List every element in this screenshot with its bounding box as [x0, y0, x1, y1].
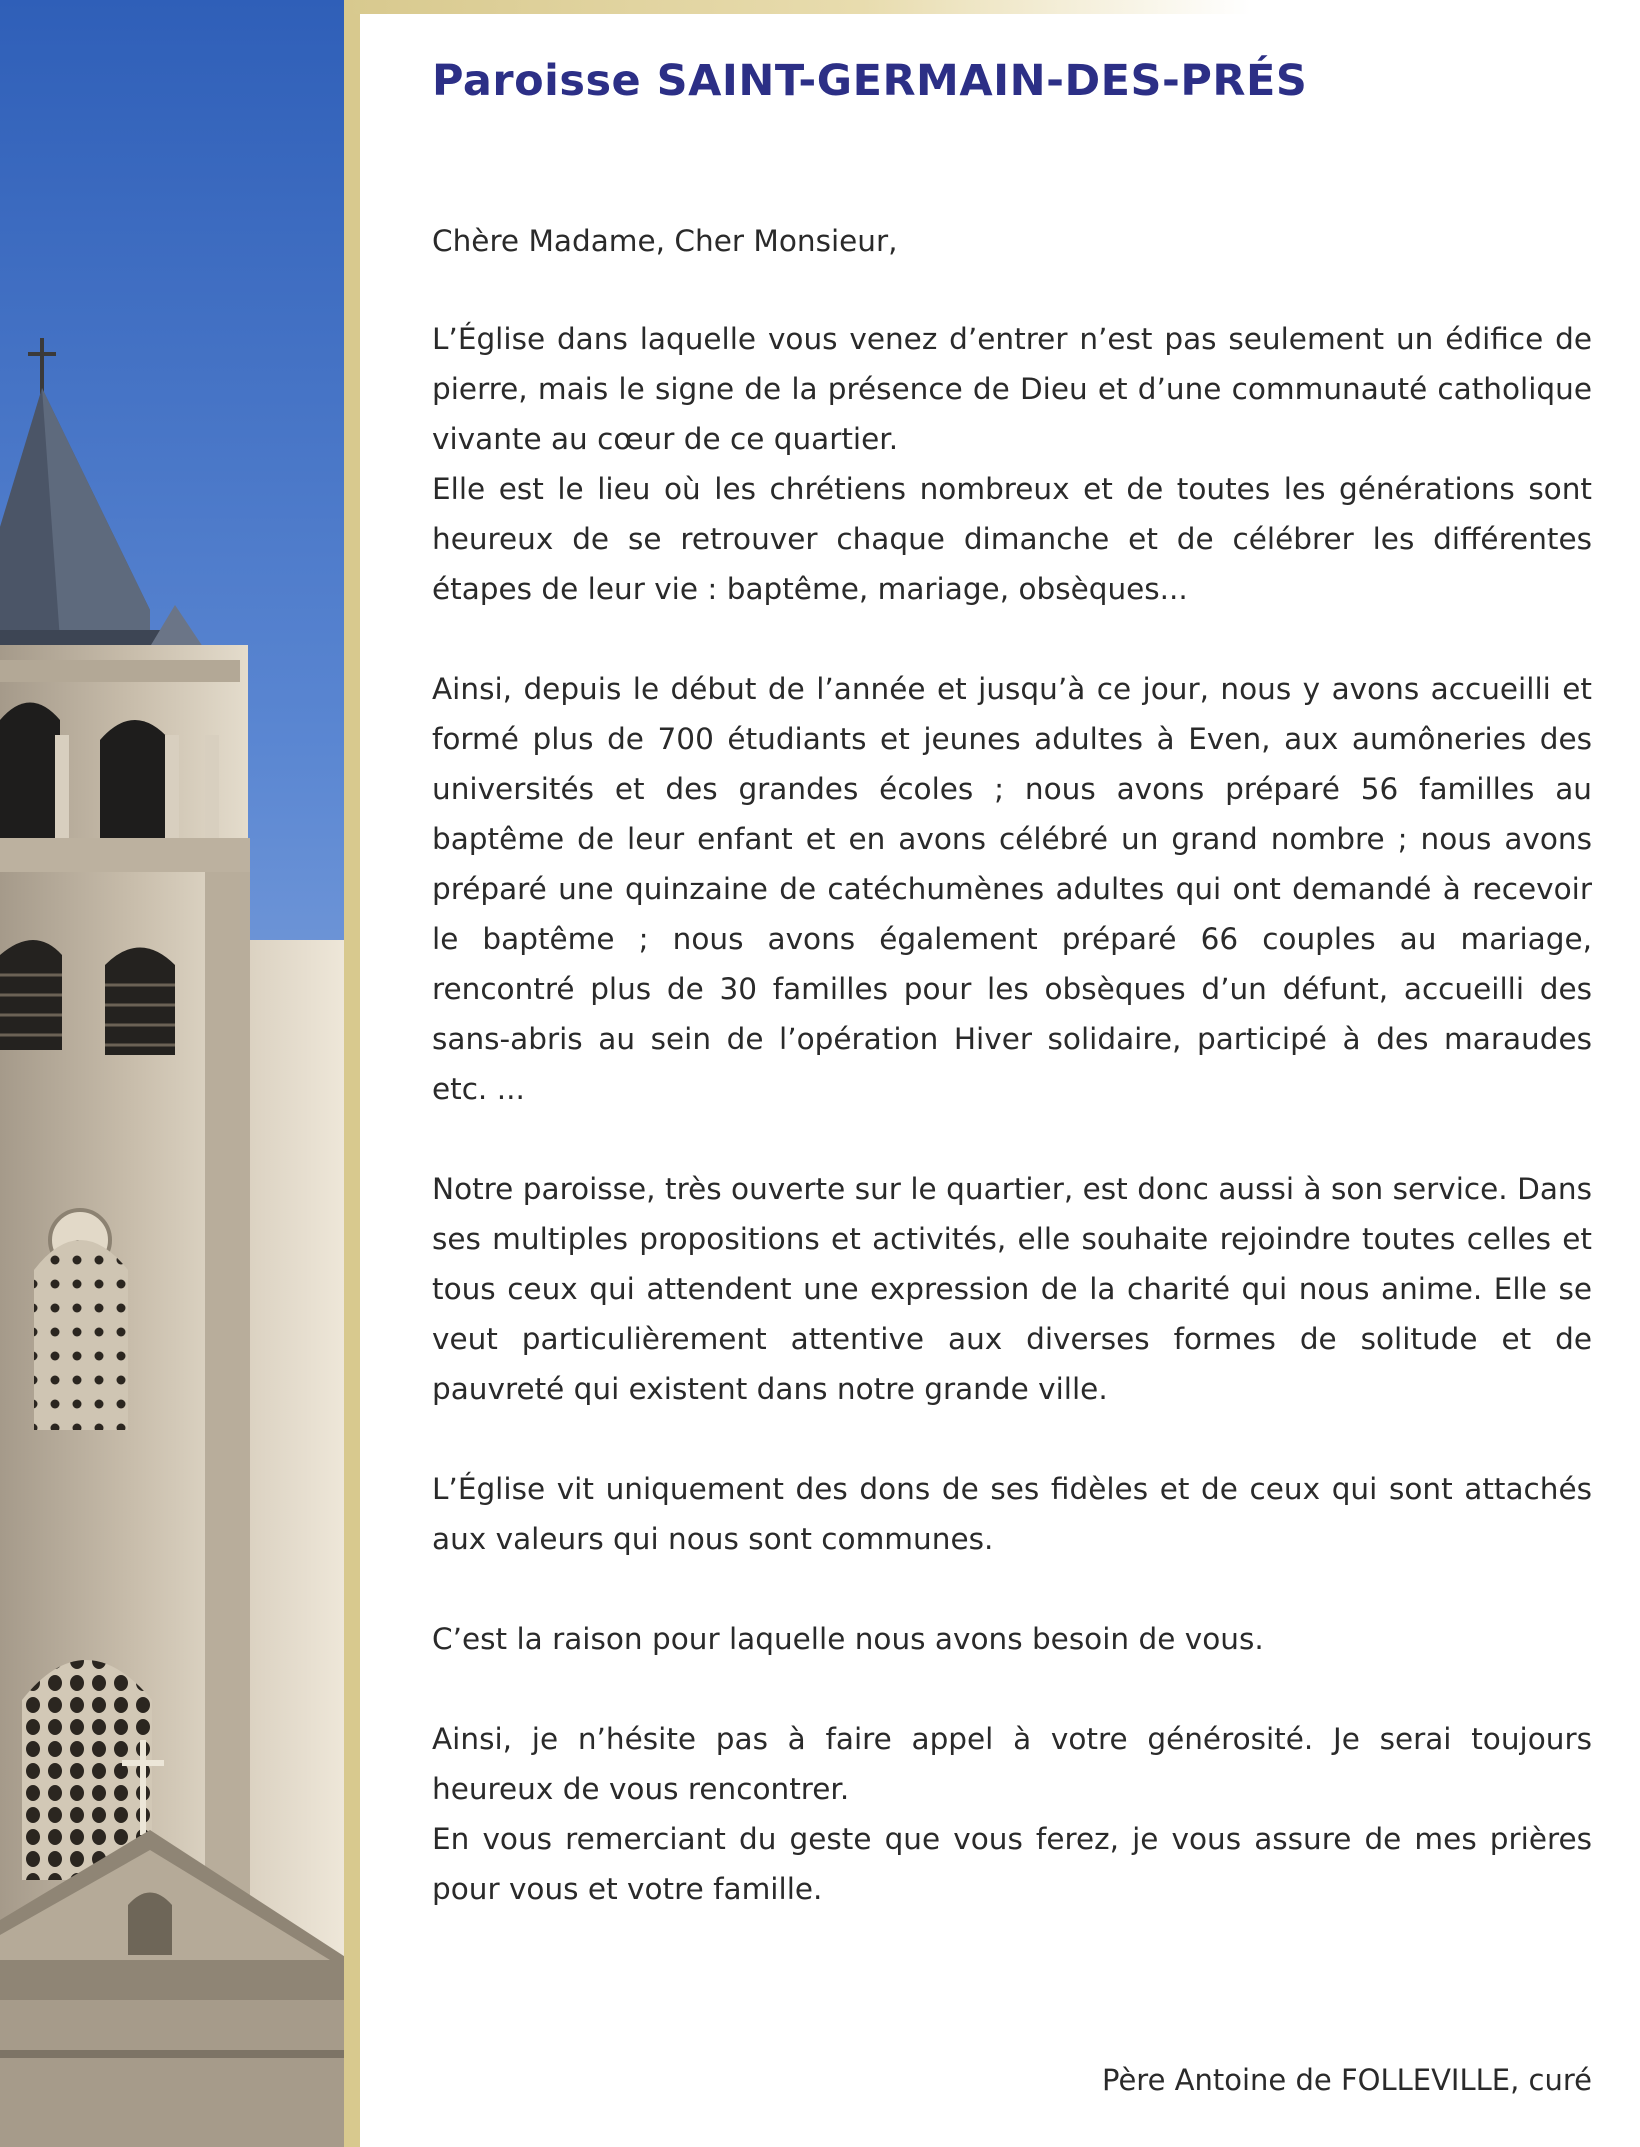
paragraph-line: L’Église vit uniquement des dons de ses fidèles et de ceux qui sont attachés aux valeurs qui nous sont communes. [432, 1471, 1592, 1556]
paragraph-activities [432, 664, 1592, 1114]
paragraph-need [432, 1614, 1592, 1664]
paragraph-donations [432, 1464, 1592, 1564]
letter-body [432, 56, 1592, 1964]
paragraph-line: C’est la raison pour laquelle nous avons besoin de vous. [432, 1621, 1264, 1656]
paragraph-line: Ainsi, depuis le début de l’année et jusqu’à ce jour, nous y avons accueilli et formé plus de 700 étudiants et jeunes adultes à Even, aux aumôneries des universités et des grandes écoles ; nous avons préparé 56 familles au baptême de leur enfant et en avons célébré un grand nombre ; nous avons préparé une quinzaine de catéchumènes adultes qui ont demandé à recevoir le baptême ; nous avons également préparé 66 couples au mariage, rencontré plus de 30 familles pour les obsèques d’un défunt, accueilli des sans-abris au sein de l’opération Hiver solidaire, participé à des maraudes etc. ... [432, 671, 1592, 1106]
salutation: Chère Madame, Cher Monsieur, [432, 223, 898, 258]
church-tower-photo [0, 0, 350, 2147]
signature: Père Antoine de FOLLEVILLE, curé [1102, 2063, 1592, 2097]
paragraph-appeal [432, 1714, 1592, 1914]
gold-border-top [344, 0, 1640, 14]
paragraph-service [432, 1164, 1592, 1414]
paragraph-line: Elle est le lieu où les chrétiens nombreux et de toutes les générations sont heureux de se retrouver chaque dimanche et de célébrer les différentes étapes de leur vie : baptême, mariage, obsèques... [432, 471, 1592, 606]
paragraph-line: Notre paroisse, très ouverte sur le quartier, est donc aussi à son service. Dans ses multiples propositions et activités, elle souhaite rejoindre toutes celles et tous ceux qui attendent une expression de la charité qui nous anime. Elle se veut particulièrement attentive aux diverses formes de solitude et de pauvreté qui existent dans notre grande ville. [432, 1171, 1592, 1406]
paragraph-church-intro [432, 314, 1592, 614]
paragraph-line: L’Église dans laquelle vous venez d’entrer n’est pas seulement un édifice de pierre, mais le signe de la présence de Dieu et d’une communauté catholique vivante au cœur de ce quartier. [432, 321, 1592, 456]
gold-border-left [344, 0, 360, 2147]
paragraph-line: En vous remerciant du geste que vous ferez, je vous assure de mes prières pour vous et votre famille. [432, 1821, 1592, 1906]
paragraph-line: Ainsi, je n’hésite pas à faire appel à votre générosité. Je serai toujours heureux de vous rencontrer. [432, 1721, 1592, 1806]
parish-title: Paroisse SAINT-GERMAIN-DES-PRÉS [432, 56, 1308, 106]
